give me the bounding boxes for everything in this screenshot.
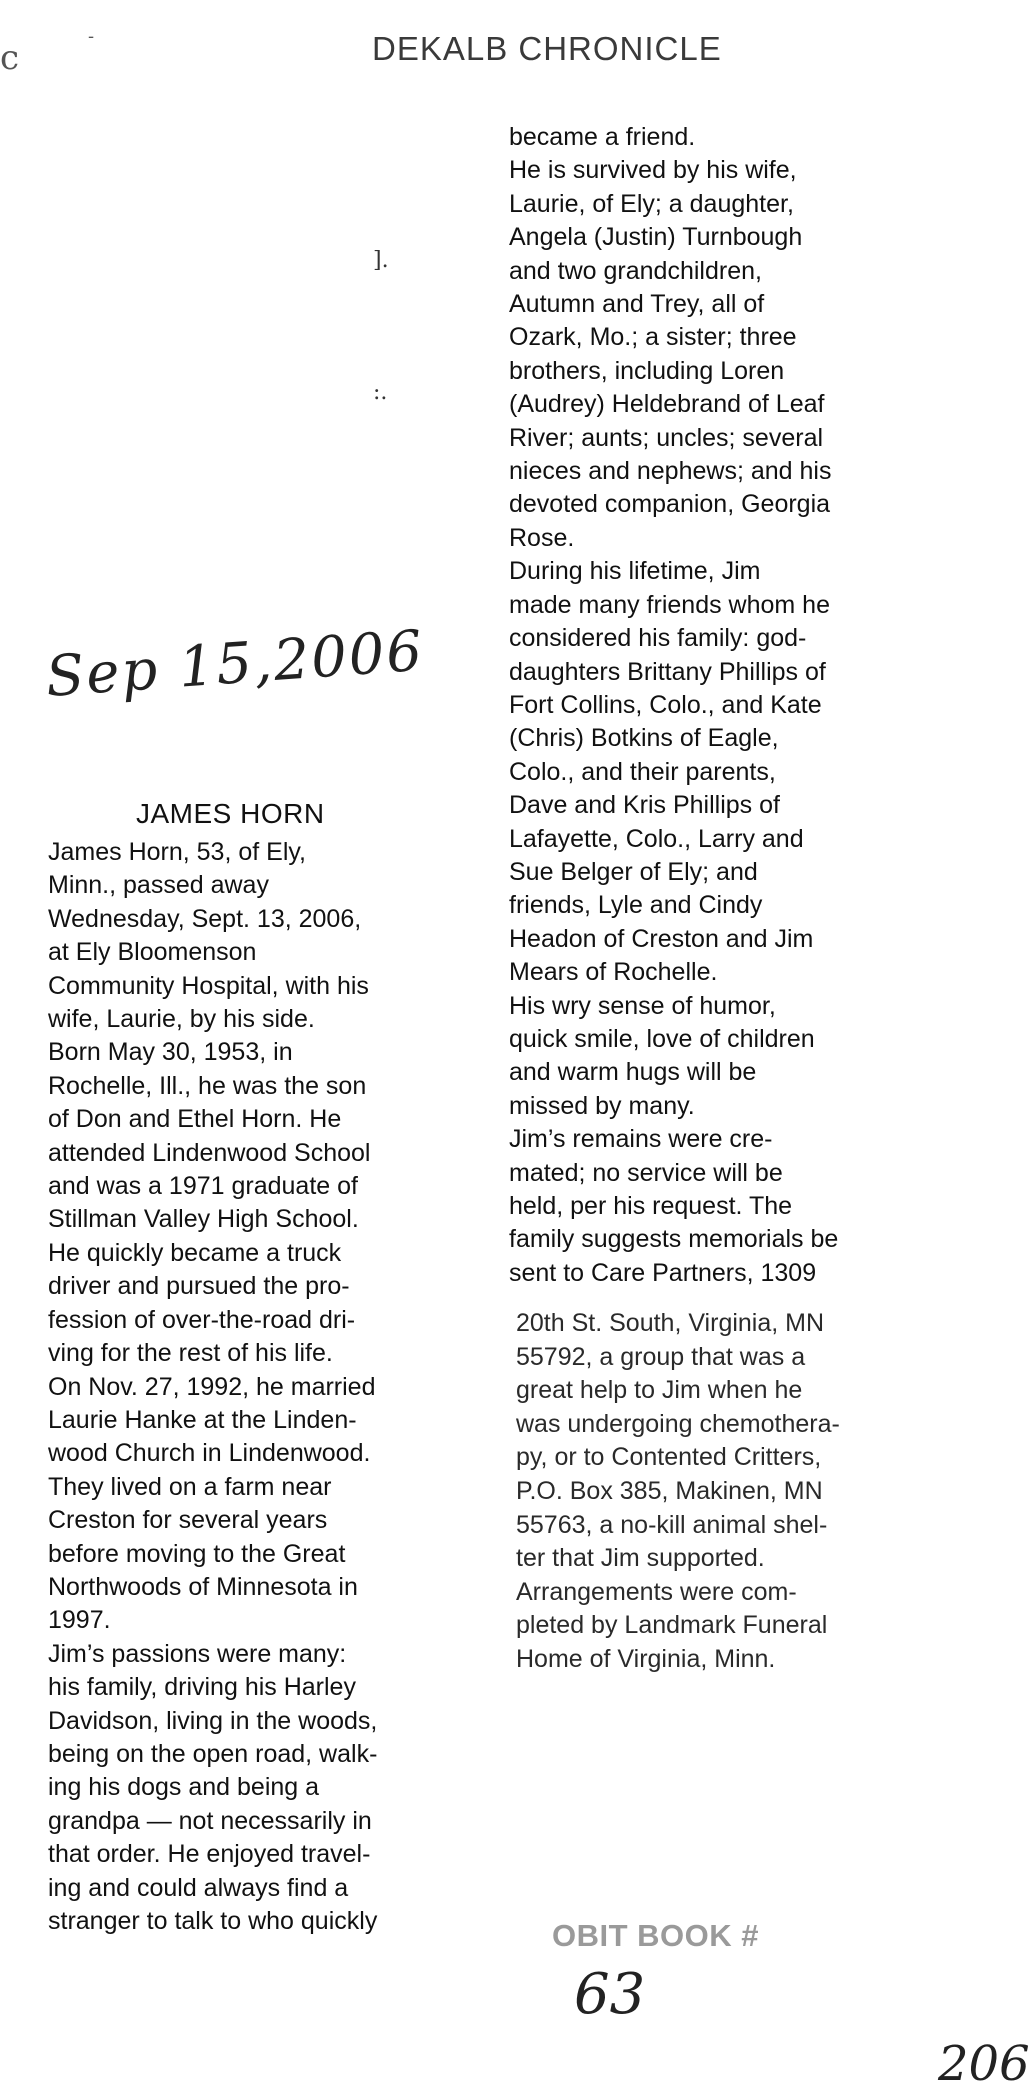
text-line: Fort Collins, Colo., and Kate (509, 690, 822, 719)
text-line: considered his family: god- (509, 624, 807, 653)
text-line: and was a 1971 graduate of (48, 1172, 358, 1201)
obituary-right-column (509, 121, 838, 1290)
text-line: Sue Belger of Ely; and (509, 857, 758, 886)
text-line: before moving to the Great (48, 1539, 346, 1568)
text-line: Headon of Creston and Jim (509, 924, 814, 953)
text-line: ving for the rest of his life. (48, 1339, 333, 1368)
text-line: fession of over-the-road dri- (48, 1305, 356, 1334)
text-line: Davidson, living in the woods, (48, 1706, 378, 1735)
text-line: driver and pursued the pro- (48, 1272, 350, 1301)
text-line: Stillman Valley High School. (48, 1205, 359, 1234)
text-line: quick smile, love of children (509, 1024, 815, 1053)
text-line: Creston for several years (48, 1506, 328, 1535)
text-line: Wednesday, Sept. 13, 2006, (48, 904, 362, 933)
text-line: nieces and nephews; and his (509, 457, 832, 486)
text-line: his family, driving his Harley (48, 1673, 356, 1702)
text-line: pleted by Landmark Funeral (516, 1611, 828, 1640)
margin-mark-c: c (0, 38, 20, 78)
handwritten-book-number: 63 (574, 1962, 646, 2027)
text-line: Home of Virginia, Minn. (516, 1644, 776, 1673)
margin-mark-dots: :. (373, 380, 388, 405)
text-line: Jim’s passions were many: (48, 1639, 347, 1668)
text-line: being on the open road, walk- (48, 1739, 378, 1768)
text-line: attended Lindenwood School (48, 1138, 371, 1167)
obituary-right-column-lower (516, 1307, 840, 1677)
text-line: ing his dogs and being a (48, 1773, 320, 1802)
text-line: great help to Jim when he (516, 1376, 803, 1405)
text-line: friends, Lyle and Cindy (509, 891, 763, 920)
text-line: ter that Jim supported. (516, 1544, 765, 1573)
text-line: Northwoods of Minnesota in (48, 1572, 358, 1601)
text-line: Angela (Justin) Turnbough (509, 223, 803, 252)
text-line: of Don and Ethel Horn. He (48, 1105, 342, 1134)
text-line: sent to Care Partners, 1309 (509, 1258, 817, 1287)
text-line: Mears of Rochelle. (509, 958, 718, 987)
text-line: He is survived by his wife, (509, 156, 797, 185)
text-line: missed by many. (509, 1091, 695, 1120)
text-line: His wry sense of humor, (509, 991, 776, 1020)
text-line: daughters Brittany Phillips of (509, 657, 826, 686)
text-line: wood Church in Lindenwood. (48, 1439, 371, 1468)
text-line: James Horn, 53, of Ely, (48, 838, 306, 866)
text-line: On Nov. 27, 1992, he married (48, 1372, 376, 1401)
text-line: He quickly became a truck (48, 1238, 342, 1267)
text-line: ing and could always find a (48, 1873, 349, 1902)
text-line: 55792, a group that was a (516, 1342, 806, 1371)
text-line: 20th St. South, Virginia, MN (516, 1309, 825, 1337)
text-line: Rochelle, Ill., he was the son (48, 1071, 367, 1100)
text-line: 1997. (48, 1606, 111, 1635)
text-line: was undergoing chemothera- (516, 1409, 840, 1438)
text-line: Colo., and their parents, (509, 757, 776, 786)
text-line: Laurie, of Ely; a daughter, (509, 189, 794, 218)
text-line: Dave and Kris Phillips of (509, 791, 780, 820)
text-line: (Audrey) Heldebrand of Leaf (509, 390, 825, 419)
obituary-title: JAMES HORN (136, 798, 325, 829)
text-line: Rose. (509, 523, 575, 552)
handwritten-corner-number: 206 (938, 2036, 1030, 2092)
text-line: grandpa — not necessarily in (48, 1806, 372, 1835)
text-line: stranger to talk to who quickly (48, 1907, 378, 1935)
text-line: made many friends whom he (509, 590, 830, 619)
text-line: (Chris) Botkins of Eagle, (509, 724, 779, 753)
text-line: and two grandchildren, (509, 256, 762, 285)
text-line: 55763, a no-kill animal shel- (516, 1510, 828, 1539)
text-line: Lafayette, Colo., Larry and (509, 824, 804, 853)
margin-mark-dash: - (88, 26, 95, 47)
text-line: became a friend. (509, 123, 696, 151)
text-line: P.O. Box 385, Makinen, MN (516, 1476, 823, 1505)
text-line: devoted companion, Georgia (509, 490, 831, 519)
text-line: Community Hospital, with his (48, 971, 369, 1000)
text-line: Laurie Hanke at the Linden- (48, 1405, 357, 1434)
text-line: py, or to Contented Critters, (516, 1443, 822, 1472)
text-line: mated; no service will be (509, 1158, 783, 1187)
text-line: They lived on a farm near (48, 1472, 332, 1501)
text-line: brothers, including Loren (509, 356, 785, 385)
handwritten-date: Sep 15,2006 (43, 618, 427, 710)
text-line: wife, Laurie, by his side. (48, 1005, 315, 1034)
text-line: During his lifetime, Jim (509, 557, 761, 586)
text-line: Autumn and Trey, all of (509, 290, 765, 319)
text-line: that order. He enjoyed travel- (48, 1840, 371, 1869)
text-line: River; aunts; uncles; several (509, 423, 824, 452)
text-line: Arrangements were com- (516, 1577, 797, 1606)
text-line: Jim’s remains were cre- (509, 1125, 773, 1154)
newspaper-masthead: DEKALB CHRONICLE (372, 30, 722, 67)
text-line: at Ely Bloomenson (48, 938, 257, 967)
text-line: Minn., passed away (48, 871, 269, 900)
text-line: Born May 30, 1953, in (48, 1038, 293, 1067)
text-line: Ozark, Mo.; a sister; three (509, 323, 797, 352)
text-line: held, per his request. The (509, 1192, 793, 1220)
obituary-left-column (48, 836, 377, 1938)
text-line: family suggests memorials be (509, 1225, 839, 1254)
margin-mark-bracket: ]. (373, 248, 389, 273)
text-line: and warm hugs will be (509, 1058, 757, 1087)
obit-book-stamp: OBIT BOOK # (552, 1918, 760, 1953)
